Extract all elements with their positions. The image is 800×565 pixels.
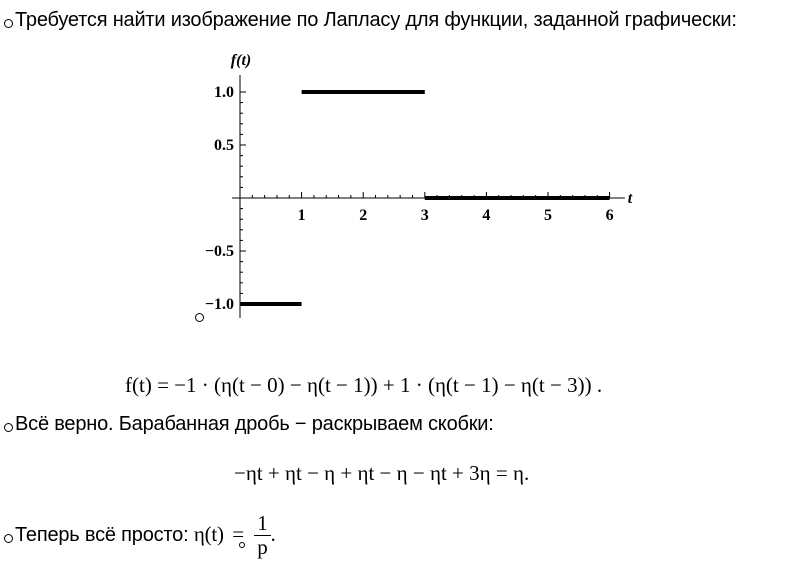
- y-tick-label: −0.5: [204, 243, 234, 260]
- final-period: .: [270, 521, 276, 546]
- paragraph-expand: [4, 413, 494, 436]
- x-tick-label: 4: [482, 207, 491, 224]
- x-tick-label: 1: [297, 207, 306, 224]
- x-tick-label: 5: [544, 207, 552, 224]
- cell-bullet-icon: [4, 423, 13, 432]
- y-axis-label: f(t): [230, 52, 252, 69]
- formula-simplified: −ηt + ηt − η + ηt − η − ηt + 3η = η.: [234, 461, 530, 485]
- final-lhs: η(t): [193, 521, 224, 546]
- x-tick-label: 3: [420, 207, 429, 224]
- paragraph-final: [4, 512, 276, 559]
- text-final: Теперь всё просто:: [15, 523, 189, 546]
- fraction-denominator: p: [257, 535, 268, 560]
- x-tick-label: 6: [605, 207, 614, 224]
- fraction-numerator: 1: [254, 512, 270, 536]
- y-tick-label: 1.0: [214, 84, 234, 101]
- x-tick-label: 2: [359, 207, 368, 224]
- text-expand: Всё верно. Барабанная дробь − раскрываем скобки:: [15, 413, 494, 435]
- formula-decomposition: f(t) = −1 · (η(t − 0) − η(t − 1)) + 1 · (η(t − 1) − η(t − 3)) .: [125, 373, 603, 397]
- x-axis-label: t: [627, 190, 633, 207]
- y-tick-label: −1.0: [204, 296, 234, 313]
- cell-bullet-icon: [195, 313, 204, 322]
- cell-bullet-icon: [4, 534, 13, 543]
- fraction-one-over-p: [254, 512, 270, 559]
- image-relation-symbol: =: [232, 521, 244, 546]
- intro-text: Требуется найти изображение по Лапласу для функции, заданной графически:: [15, 9, 737, 31]
- y-tick-label: 0.5: [214, 137, 234, 154]
